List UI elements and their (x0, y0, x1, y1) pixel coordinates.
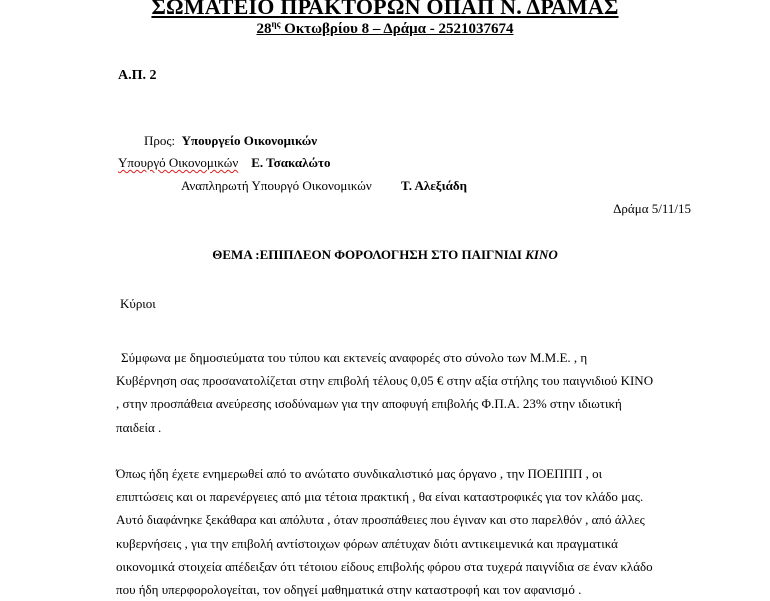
minister-name: Ε. Τσακαλώτο (251, 155, 331, 170)
to-value: Υπουργείο Οικονομικών (181, 133, 318, 148)
minister-title: Υπουργό Οικονομικών (118, 155, 239, 170)
paragraph-line: οικονομικά στοιχεία απέδειξαν ότι τέτοιου είδους επιβολής φόρου στα τυχερά παιγνίδια σε έναν κλάδο (116, 558, 653, 574)
address-number: 28 (256, 21, 272, 37)
paragraph-line: επιπτώσεις και οι παρενέργειες από μια τέτοια πρακτική , θα είναι καταστροφικές για τον κλάδο μας. (116, 489, 644, 505)
body-paragraph-1 (116, 346, 664, 439)
letter-date: Δράμα 5/11/15 (613, 201, 691, 216)
recipient-line (144, 133, 317, 149)
paragraph-line: , στην προσπάθεια ανεύρεσης ισοδύναμων για την αποφυγή επιβολής Φ.Π.Α. 23% στην ιδιωτική (116, 396, 622, 412)
deputy-title: Αναπληρωτή Υπουργό Οικονομικών (181, 178, 372, 193)
address-suffix: ης (271, 19, 281, 29)
paragraph-line: που ήδη υπερφορολογείται, τον οδηγεί μαθηματικά στην καταστροφή και τον αφανισμό . (116, 582, 582, 598)
paragraph-line: κυβερνήσεις , για την επιβολή αντίστοιχων φόρων απέτυχαν διότι αντικειμενικά και πραγματικά (116, 535, 618, 551)
reference-number: Α.Π. 2 (118, 68, 157, 83)
subject-game: ΚΙΝΟ (525, 247, 558, 262)
deputy-name: Τ. Αλεξιάδη (400, 178, 468, 193)
paragraph-line: παιδεία . (116, 419, 162, 435)
body-paragraph-2 (116, 462, 664, 601)
deputy-minister-line (181, 178, 467, 194)
paragraph-line: Αυτό διαφάνηκε ξεκάθαρα και απόλυτα , όταν προσπάθειες που έγιναν και στο παρελθόν , από άλλες (116, 512, 645, 528)
subject-line (0, 247, 770, 263)
letterhead-address (0, 19, 770, 38)
letterhead-title: ΣΩΜΑΤΕΙΟ ΠΡΑΚΤΟΡΩΝ ΟΠΑΠ Ν. ΔΡΑΜΑΣ (151, 0, 619, 19)
minister-line (118, 155, 330, 171)
to-label: Προς: (144, 133, 176, 148)
paragraph-line: Όπως ήδη έχετε ενημερωθεί από το ανώτατο συνδικαλιστικό μας όργανο , την ΠΟΕΠΠΠ , οι (116, 466, 603, 481)
salutation: Κύριοι (120, 296, 156, 311)
paragraph-line: Σύμφωνα με δημοσιεύματα του τύπου και εκτενείς αναφορές στο σύνολο των Μ.Μ.Ε. , η (121, 350, 588, 365)
paragraph-line: Κυβέρνηση σας προσανατολίζεται στην επιβολή τέλους 0,05 € στην αξία στήλης του παιγνιδιού ΚΙΝΟ (116, 373, 654, 389)
address-rest: Οκτωβρίου 8 – Δράμα - 2521037674 (280, 21, 514, 37)
subject-label: ΘΕΜΑ :ΕΠΙΠΛΕΟΝ ΦΟΡΟΛΟΓΗΣΗ ΣΤΟ ΠΑΙΓΝΙΔΙ (212, 247, 522, 262)
